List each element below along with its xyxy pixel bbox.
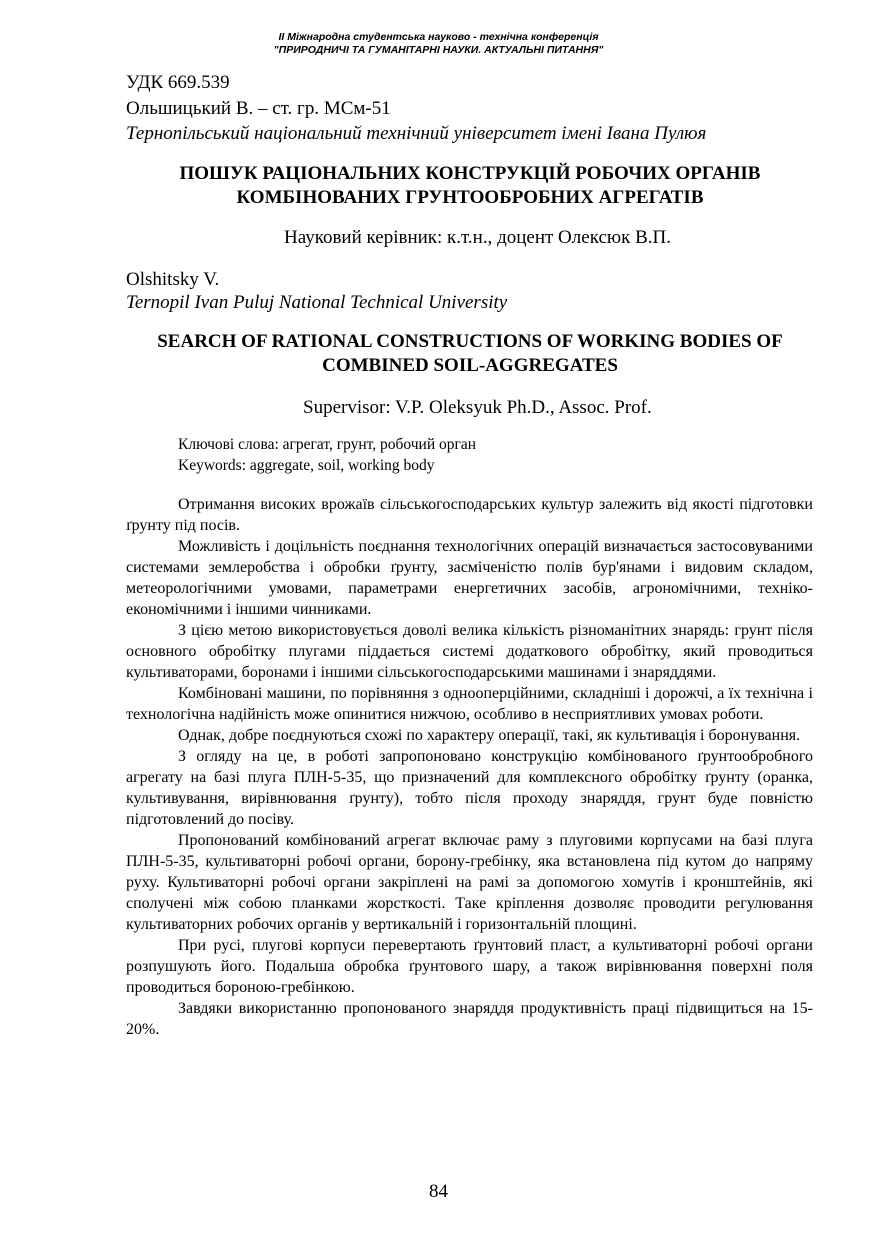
keywords-ukr: Ключові слова: агрегат, грунт, робочий орган	[178, 436, 477, 453]
author-eng: Olshitsky V.	[126, 269, 220, 290]
body-paragraph: При русі, плугові корпуси перевертають ґрунтовий пласт, а культиваторні робочі органи розпушують його. Подальша обробка ґрунтового шару, а також вирівнювання поверхні поля проводиться бороною-гребінкою.	[126, 937, 813, 996]
conference-header-line1: II Міжнародна студентська науково - технічна конференція	[278, 31, 599, 43]
title-ukr-line1: ПОШУК РАЦІОНАЛЬНИХ КОНСТРУКЦІЙ РОБОЧИХ ОРГАНІВ	[179, 163, 761, 184]
title-eng-line2: COMBINED SOIL-AGGREGATES	[322, 355, 618, 376]
supervisor-ukr: Науковий керівник: к.т.н., доцент Олексюк В.П.	[284, 227, 671, 248]
body-paragraph: Комбіновані машини, по порівняння з однооперційними, складніші і дорожчі, а їх технічна і технологічна надійність може опинитися нижчою, особливо в несприятливих умовах роботи.	[126, 685, 813, 723]
body-paragraph: Можливість і доцільність поєднання технологічних операцій визначається застосовуваними системами землеробства і обробки ґрунту, засміченістю полів бур'янами і видовим складом, метеорологічними умовами, параметрами енергетичних засобів, агрономічними, техніко-економічними і іншими чинниками.	[126, 538, 813, 618]
body-paragraph: З огляду на це, в роботі запропоновано конструкцію комбінованого ґрунтообробного агрегату на базі плуга ПЛН-5-35, що призначений для комплексного обробітку ґрунту (оранка, культивування, вирівнювання ґрунту), тобто після проходу знаряддя, грунт буде повністю підготовлений до посіву.	[126, 748, 813, 828]
article-body	[126, 494, 813, 1040]
title-ukr-line2: КОМБІНОВАНИХ ГРУНТООБРОБНИХ АГРЕГАТІВ	[236, 187, 704, 208]
body-paragraph: Завдяки використанню пропонованого знаряддя продуктивність праці підвищиться на 15-20%.	[126, 1000, 813, 1038]
author-ukr: Ольшицький В. – ст. гр. МСм-51	[126, 98, 391, 119]
page-number: 84	[429, 1181, 448, 1202]
body-paragraph: Однак, добре поєднуються схожі по характеру операції, такі, як культивація і боронування.	[178, 727, 801, 744]
body-paragraph: Пропонований комбінований агрегат включає раму з плуговими корпусами на базі плуга ПЛН-5-35, культиваторні робочі органи, борону-гребінку, яка встановлена під кутом до напряму руху. Культиваторні робочі органи закріплені на рамі за допомогою хомутів і кронштейнів, які сполучені між собою планками жорсткості. Таке кріплення дозволяє проводити регулювання культиваторних робочих органів у вертикальній і горизонтальній площині.	[126, 832, 813, 933]
body-paragraph: З цією метою використовується доволі велика кількість різноманітних знарядь: грунт після основного обробітку плугами піддається системі додаткового обробітку, який проводиться культиваторами, боронами і іншими сільськогосподарськими машинами і знаряддями.	[126, 622, 813, 681]
keywords-eng: Keywords: aggregate, soil, working body	[178, 457, 435, 474]
conference-header	[0, 31, 877, 57]
affiliation-eng: Ternopil Ivan Puluj National Technical University	[126, 292, 508, 313]
title-eng	[100, 330, 840, 378]
udc-code: УДК 669.539	[126, 72, 230, 93]
conference-header-line2: "ПРИРОДНИЧІ ТА ГУМАНІТАРНІ НАУКИ. АКТУАЛЬНІ ПИТАННЯ"	[273, 44, 604, 56]
title-ukr	[100, 162, 840, 210]
body-paragraph: Отримання високих врожаїв сільськогосподарських культур залежить від якості підготовки ґрунту під посів.	[126, 496, 813, 534]
affiliation-ukr: Тернопільський національний технічний університет імені Івана Пулюя	[126, 123, 707, 144]
supervisor-eng: Supervisor: V.P. Oleksyuk Ph.D., Assoc. Prof.	[303, 397, 652, 418]
title-eng-line1: SEARCH OF RATIONAL CONSTRUCTIONS OF WORKING BODIES OF	[157, 331, 783, 352]
